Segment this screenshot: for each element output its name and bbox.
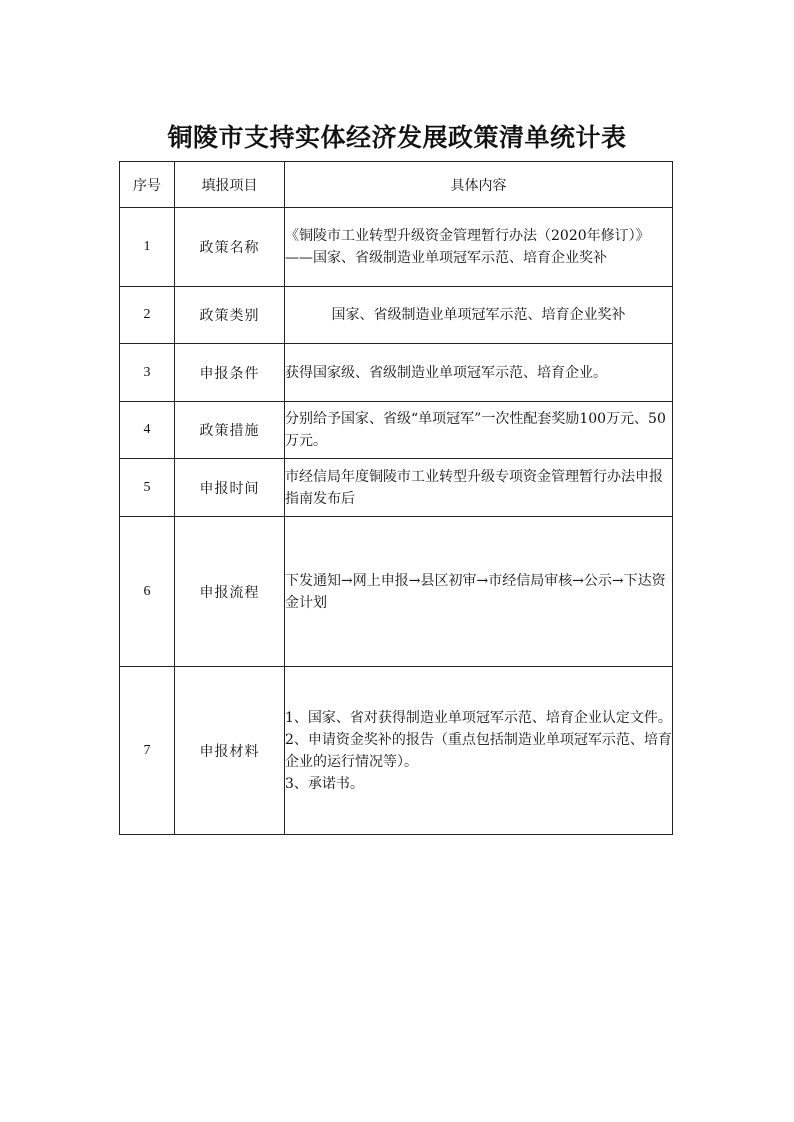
table-row <box>120 667 673 835</box>
row-field: 申报材料 <box>175 667 285 835</box>
table-row <box>120 208 673 287</box>
table-row <box>120 402 673 459</box>
row-number: 5 <box>120 459 175 517</box>
material-item: 2、申请资金奖补的报告（重点包括制造业单项冠军示范、培育企业的运行情况等）。 <box>285 731 672 770</box>
row-content: 国家、省级制造业单项冠军示范、培育企业奖补 <box>285 287 673 344</box>
row-content: 获得国家级、省级制造业单项冠军示范、培育企业。 <box>285 344 673 402</box>
row-number: 3 <box>120 344 175 402</box>
row-field: 政策类别 <box>175 287 285 344</box>
row-number: 6 <box>120 517 175 667</box>
row-number: 7 <box>120 667 175 835</box>
table-row <box>120 459 673 517</box>
row-field: 申报流程 <box>175 517 285 667</box>
table-header-row <box>120 162 673 208</box>
row-field: 政策措施 <box>175 402 285 459</box>
table-row <box>120 287 673 344</box>
row-field: 申报时间 <box>175 459 285 517</box>
material-item: 3、承诺书。 <box>285 775 364 792</box>
row-number: 1 <box>120 208 175 287</box>
row-content: 下发通知→网上申报→县区初审→市经信局审核→公示→下达资金计划 <box>285 517 673 667</box>
table-row <box>120 517 673 667</box>
row-field: 政策名称 <box>175 208 285 287</box>
material-item: 1、国家、省对获得制造业单项冠军示范、培育企业认定文件。 <box>285 709 672 726</box>
policy-table <box>119 161 673 835</box>
row-content: 分别给予国家、省级“单项冠军”一次性配套奖励100万元、50万元。 <box>285 402 673 459</box>
table-row <box>120 344 673 402</box>
page-title: 铜陵市支持实体经济发展政策清单统计表 <box>167 123 627 152</box>
row-content: 《铜陵市工业转型升级资金管理暂行办法（2020年修订）》——国家、省级制造业单项冠军示范、培育企业奖补 <box>285 208 673 287</box>
row-number: 2 <box>120 287 175 344</box>
row-field: 申报条件 <box>175 344 285 402</box>
header-content: 具体内容 <box>285 162 673 208</box>
row-content: 市经信局年度铜陵市工业转型升级专项资金管理暂行办法申报指南发布后 <box>285 459 673 517</box>
header-seq: 序号 <box>120 162 175 208</box>
row-number: 4 <box>120 402 175 459</box>
header-item: 填报项目 <box>175 162 285 208</box>
row-content <box>285 667 673 835</box>
